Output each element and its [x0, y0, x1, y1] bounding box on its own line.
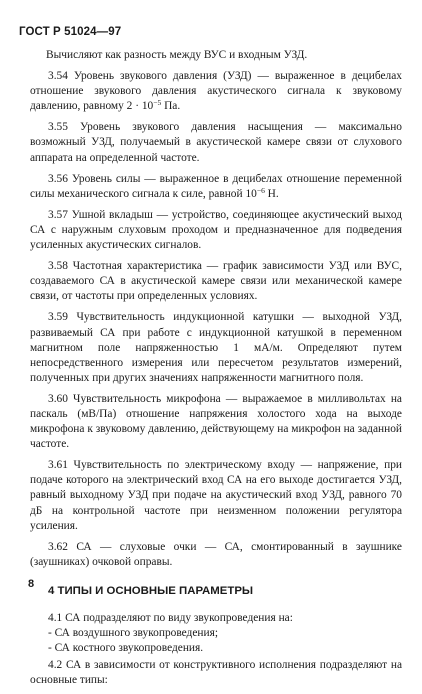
paragraph-intro: Вычисляют как разность между ВУС и входным УЗД.: [46, 49, 308, 61]
unit: Па.: [161, 100, 181, 113]
body-text: [30, 48, 402, 694]
list-item: - СА воздушного звукопроведения;: [48, 627, 219, 640]
paragraph-3-61: 3.61 Чувствительность по электрическому входу — напряжение, при подаче которого на электрический вход СА на его выходе достигается УЗД, равный выходному УЗД при подаче на акустический вход УЗД, равного 70 дБ на контрольной частоте при неизменном положении регулятора усиления.: [30, 459, 402, 532]
paragraph-4-1: 4.1 СА подразделяют по виду звукопроведения на:: [48, 612, 293, 624]
paragraph-3-60: 3.60 Чувствительность микрофона — выражаемое в милливольтах на паскаль (мВ/Па) отношение напряжения холостого хода на выходе микрофона к звуковому давлению, действующему на микрофон на заданной частоте.: [30, 392, 402, 451]
paragraph-4-2: 4.2 СА в зависимости от конструктивного исполнения подразделяют на основные типы:: [30, 659, 402, 687]
paragraph-3-55: 3.55 Уровень звукового давления насыщения — максимально возможный УЗД, получаемый в акустической камере связи от слухового аппарата на определенной частоте.: [30, 121, 402, 164]
paragraph-3-56-text: 3.56 Уровень силы — выраженное в децибелах отношение переменной силы механического сигнала к силе, равной 10: [30, 172, 402, 200]
paragraph-3-54-text: 3.54 Уровень звукового давления (УЗД) — выраженное в децибелах отношение звукового давления акустического сигнала к звуковому давлению, равному 2 · 10: [30, 70, 402, 113]
page-header: ГОСТ Р 51024—97: [19, 26, 122, 38]
page-number: 8: [28, 578, 35, 590]
paragraph-3-59: 3.59 Чувствительность индукционной катушки — выходной УЗД, развиваемый СА при работе с индукционной катушкой в переменном магнитном поле напряженностью 1 мА/м. Определяют путем непосредственного измерения или пересчетом результатов измерений, полученных при других значениях напряженности магнитного поля.: [30, 311, 402, 384]
paragraph-3-57: 3.57 Ушной вкладыш — устройство, соединяющее акустический выход СА с наружным слуховым проходом и предназначенное для подведения усиленных акустических сигналов.: [30, 208, 402, 252]
list-item: - СА костного звукопроведения.: [48, 642, 204, 655]
section-heading: 4 ТИПЫ И ОСНОВНЫЕ ПАРАМЕТРЫ: [48, 584, 254, 597]
exponent: −5: [153, 98, 162, 108]
unit: Н.: [264, 187, 279, 200]
paragraph-3-54: [30, 69, 402, 114]
paragraph-3-58: 3.58 Частотная характеристика — график зависимости УЗД или ВУС, создаваемого СА в акустической камере связи или механической камере связи, от частоты при определенных условиях.: [30, 260, 402, 303]
paragraph-3-62: 3.62 СА — слуховые очки — СА, смонтированный в заушнике (заушниках) очковой оправы.: [30, 540, 402, 568]
paragraph-3-56: [30, 172, 402, 202]
exponent: −6: [256, 185, 265, 195]
